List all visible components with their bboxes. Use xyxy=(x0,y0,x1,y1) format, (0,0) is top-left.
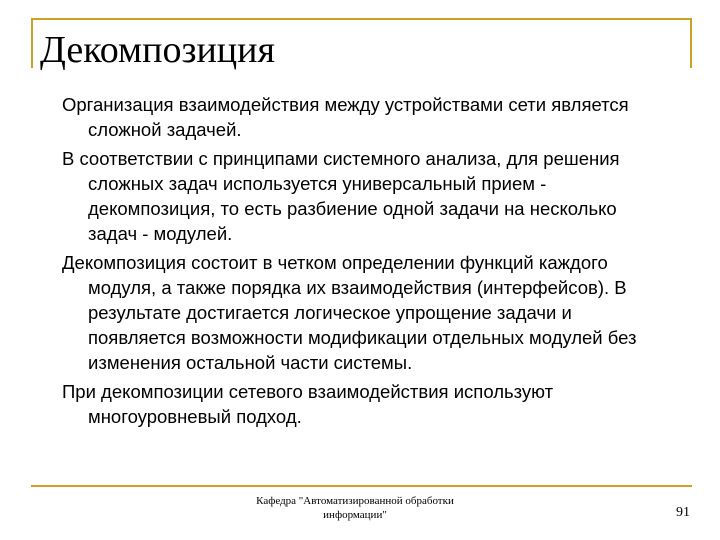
title-frame-right-line xyxy=(690,18,692,68)
page-number: 91 xyxy=(676,505,690,520)
slide-title: Декомпозиция xyxy=(40,29,275,71)
body-paragraph: В соответствии с принципами системного анализа, для решения сложных задач используется универсальный прием - декомпозиция, то есть разбиение одной задачи на несколько задач - модулей. xyxy=(62,148,620,244)
footer-department-line-2: информации" xyxy=(323,509,387,521)
footer-department-line-1: Кафедра "Автоматизированной обработки xyxy=(256,495,454,507)
title-frame-top-line xyxy=(31,18,692,20)
body-paragraph: Организация взаимодействия между устройствами сети является сложной задачей. xyxy=(62,94,629,140)
slide-body xyxy=(62,92,667,433)
footer-department xyxy=(230,494,480,522)
footer-divider xyxy=(31,485,692,487)
body-paragraph: При декомпозиции сетевого взаимодействия используют многоуровневый подход. xyxy=(62,381,554,427)
title-frame-left-line xyxy=(31,18,33,68)
body-paragraph: Декомпозиция состоит в четком определении функций каждого модуля, а также порядка их взаимодействия (интерфейсов). В результате достигается логическое упрощение задачи и появляется возможности модификации отдельных модулей без изменения остальной части системы. xyxy=(62,252,637,373)
